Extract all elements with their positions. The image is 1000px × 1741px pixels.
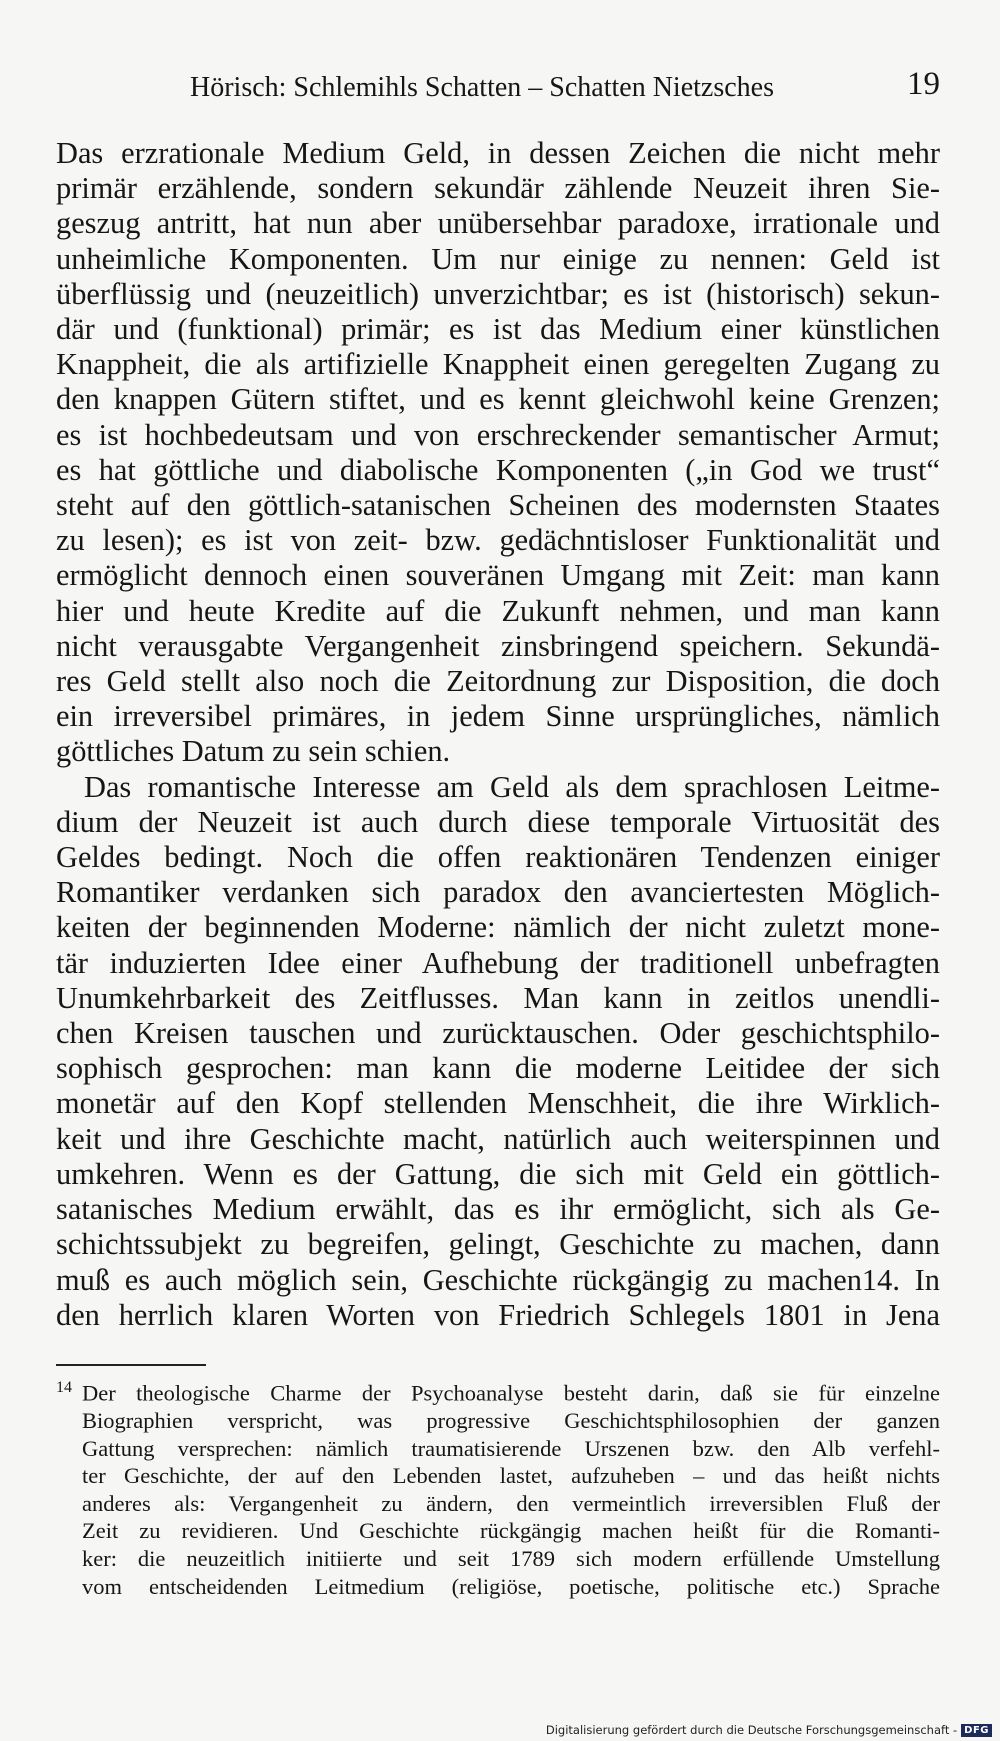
text-line: ein irreversibel primäres, in jedem Sinne ursprüngliches, nämlich xyxy=(56,699,940,734)
text-line: muß es auch möglich sein, Geschichte rückgängig zu machen14. In xyxy=(56,1262,940,1297)
text-line: schichtssubjekt zu begreifen, gelingt, Geschichte zu machen, dann xyxy=(56,1227,940,1262)
text-line: Knappheit, die als artifizielle Knappheit einen geregelten Zugang zu xyxy=(56,347,940,382)
text-line: ermöglicht dennoch einen souveränen Umgang mit Zeit: man kann xyxy=(56,558,940,593)
text-line: chen Kreisen tauschen und zurücktauschen. Oder geschichtsphilo- xyxy=(56,1016,940,1051)
text-line: Geldes bedingt. Noch die offen reaktionären Tendenzen einiger xyxy=(56,840,940,875)
text-line: res Geld stellt also noch die Zeitordnung zur Disposition, die doch xyxy=(56,664,940,699)
paragraph-1 xyxy=(56,136,940,770)
text-line: göttliches Datum zu sein schien. xyxy=(56,734,451,769)
text-line: den herrlich klaren Worten von Friedrich Schlegels 1801 in Jena xyxy=(56,1297,940,1332)
footnote-line: Zeit zu revidieren. Und Geschichte rückgängig machen heißt für die Romanti- xyxy=(82,1518,940,1544)
digitization-note: Digitalisierung gefördert durch die Deutsche Forschungsgemeinschaft - xyxy=(545,1723,958,1737)
text-line: primär erzählende, sondern sekundär zählende Neuzeit ihren Sie- xyxy=(56,171,940,206)
text-line: den knappen Gütern stiftet, und es kennt gleichwohl keine Grenzen; xyxy=(56,382,940,417)
text-line: hier und heute Kredite auf die Zukunft nehmen, und man kann xyxy=(56,593,940,628)
footnote-line: ter Geschichte, der auf den Lebenden lastet, aufzuheben – und das heißt nichts xyxy=(82,1463,940,1489)
footnote-line xyxy=(56,1374,940,1407)
footnote-divider xyxy=(56,1364,206,1366)
text-line: Das romantische Interesse am Geld als dem sprachlosen Leitme- xyxy=(84,769,940,804)
text-line: Unumkehrbarkeit des Zeitflusses. Man kann in zeitlos unendli- xyxy=(56,980,940,1015)
footnote-marker: 14 xyxy=(56,1379,72,1396)
text-line: monetär auf den Kopf stellenden Menschheit, die ihre Wirklich- xyxy=(56,1086,940,1121)
footnote-text: Der theologische Charme der Psychoanalyse besteht darin, daß sie für einzelne xyxy=(82,1380,940,1406)
text-line: überflüssig und (neuzeitlich) unverzichtbar; es ist (historisch) sekun- xyxy=(56,276,940,311)
text-line: Romantiker verdanken sich paradox den avanciertesten Möglich- xyxy=(56,875,940,910)
paragraph-2 xyxy=(56,770,940,1333)
text-line: steht auf den göttlich-satanischen Scheinen des modernsten Staates xyxy=(56,488,940,523)
text-line: geszug antritt, hat nun aber unübersehbar paradoxe, irrationale und xyxy=(56,206,940,241)
text-line: es hat göttliche und diabolische Komponenten („in God we trust“ xyxy=(56,452,940,487)
footnote-line: Biographien verspricht, was progressive Geschichtsphilosophien der ganzen xyxy=(82,1408,940,1434)
text-line: sophisch gesprochen: man kann die moderne Leitidee der sich xyxy=(56,1051,940,1086)
text-line: umkehren. Wenn es der Gattung, die sich mit Geld ein göttlich- xyxy=(56,1156,940,1191)
text-line: zu lesen); es ist von zeit- bzw. gedächntisloser Funktionalität und xyxy=(56,523,940,558)
text-line: unheimliche Komponenten. Um nur einige zu nennen: Geld ist xyxy=(56,241,940,276)
footnote-line: ker: die neuzeitlich initiierte und seit 1789 sich modern erfüllende Umstellung xyxy=(82,1546,940,1572)
page-header xyxy=(60,66,940,106)
text-line: keiten der beginnenden Moderne: nämlich der nicht zuletzt mone- xyxy=(56,910,940,945)
text-line: satanisches Medium erwählt, das es ihr ermöglicht, sich als Ge- xyxy=(56,1192,940,1227)
text-line: Das erzrationale Medium Geld, in dessen Zeichen die nicht mehr xyxy=(56,136,940,170)
page-number: 19 xyxy=(907,66,940,102)
text-line: keit und ihre Geschichte macht, natürlich auch weiterspinnen und xyxy=(56,1121,940,1156)
text-line: es ist hochbedeutsam und von erschreckender semantischer Armut; xyxy=(56,417,940,452)
running-title: Hörisch: Schlemihls Schatten – Schatten Nietzsches xyxy=(190,72,774,103)
text-line: dium der Neuzeit ist auch durch diese temporale Virtuosität des xyxy=(56,804,940,839)
footnote-14 xyxy=(56,1374,940,1600)
text-line: där und (funktional) primär; es ist das Medium einer künstlichen xyxy=(56,312,940,347)
dfg-logo-icon: DFG xyxy=(961,1724,992,1737)
text-line: tär induzierten Idee einer Aufhebung der traditionell unbefragten xyxy=(56,945,940,980)
footnote-line: vom entscheidenden Leitmedium (religiöse, poetische, politische etc.) Sprache xyxy=(82,1573,940,1599)
footnote-line: anderes als: Vergangenheit zu ändern, den vermeintlich irreversiblen Fluß der xyxy=(82,1490,940,1516)
footnote-line: Gattung versprechen: nämlich traumatisierende Urszenen bzw. den Alb verfehl- xyxy=(82,1435,940,1461)
main-text xyxy=(56,136,940,1333)
digitization-credit xyxy=(546,1723,992,1737)
text-line: nicht verausgabte Vergangenheit zinsbringend speichern. Sekundä- xyxy=(56,628,940,663)
